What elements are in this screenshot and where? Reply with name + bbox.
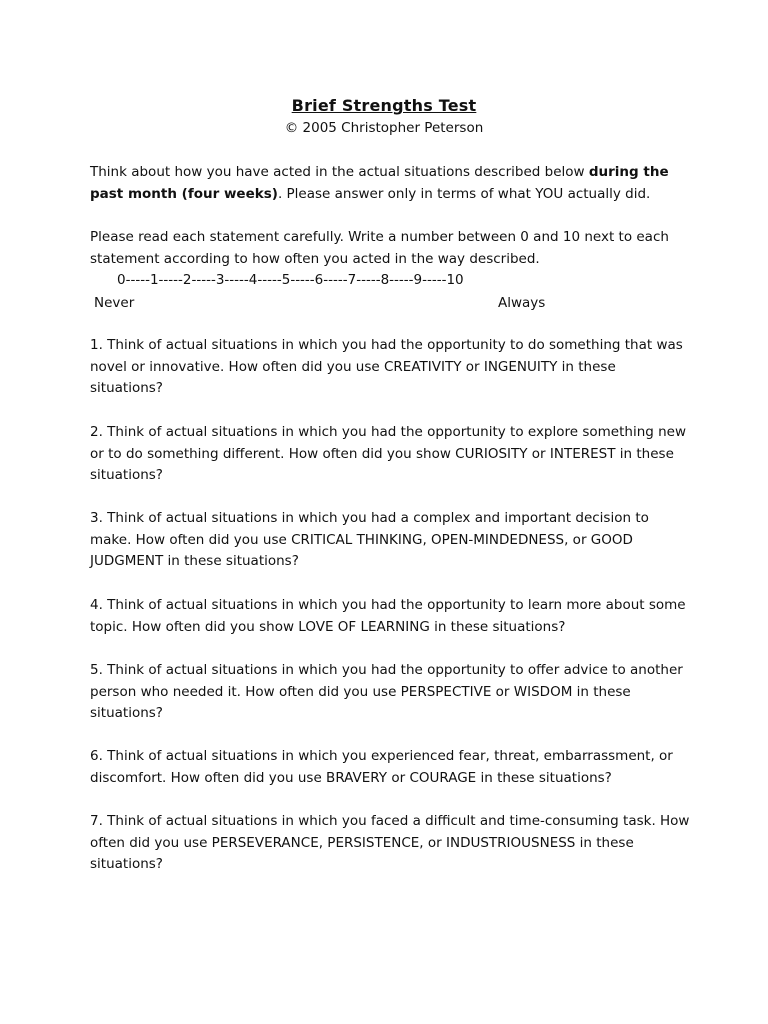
question-text: 5. Think of actual situations in which you had the opportunity to offer advice to another person who needed it. How often did you use PERSPECTIVE or WISDOM in these situations? [90,662,683,721]
question-text: 4. Think of actual situations in which you had the opportunity to learn more about some topic. How often did you show LOVE OF LEARNING in these situations? [90,597,686,635]
scale-label-always: Always [498,295,546,311]
question-text: 3. Think of actual situations in which you had a complex and important decision to make. How often did you use CRITICAL THINKING, OPEN-MINDEDNESS, or GOOD JUDGMENT in these situations? [90,510,649,569]
question-item-4 [90,595,690,638]
question-text: 1. Think of actual situations in which you had the opportunity to do something that was novel or innovative. How often did you use CREATIVITY or INGENUITY in these situations? [90,337,683,396]
intro-paragraph [90,162,690,205]
question-item-6 [90,746,690,789]
question-item-7 [90,811,690,876]
intro-text-start: Think about how you have acted in the actual situations described below [90,164,589,180]
question-item-3 [90,508,690,573]
question-item-1 [90,335,690,400]
instructions-paragraph [90,227,690,270]
scale-label-never: Never [94,295,135,311]
question-text: 6. Think of actual situations in which you experienced fear, threat, embarrassment, or discomfort. How often did you use BRAVERY or COURAGE in these situations? [90,748,673,786]
question-item-5 [90,660,690,725]
instructions-text: Please read each statement carefully. Write a number between 0 and 10 next to each statement according to how often you acted in the way described. [90,229,669,267]
intro-bold-timeframe: during the past month (four weeks) [90,164,669,202]
question-text: 2. Think of actual situations in which you had the opportunity to explore something new or to do something different. How often did you show CURIOSITY or INTEREST in these situations? [90,424,687,483]
copyright-line: © 2005 Christopher Peterson [284,120,484,136]
document-title: Brief Strengths Test [291,96,477,115]
question-text: 7. Think of actual situations in which you faced a difficult and time-consuming task. How often did you use PERSEVERANCE, PERSISTENCE, or INDUSTRIOUSNESS in these situations? [90,813,690,872]
question-item-2 [90,422,690,487]
intro-text-end: . Please answer only in terms of what YOU actually did. [277,185,651,202]
rating-scale: 0-----1-----2-----3-----4-----5-----6-----7-----8-----9-----10 [117,272,464,288]
